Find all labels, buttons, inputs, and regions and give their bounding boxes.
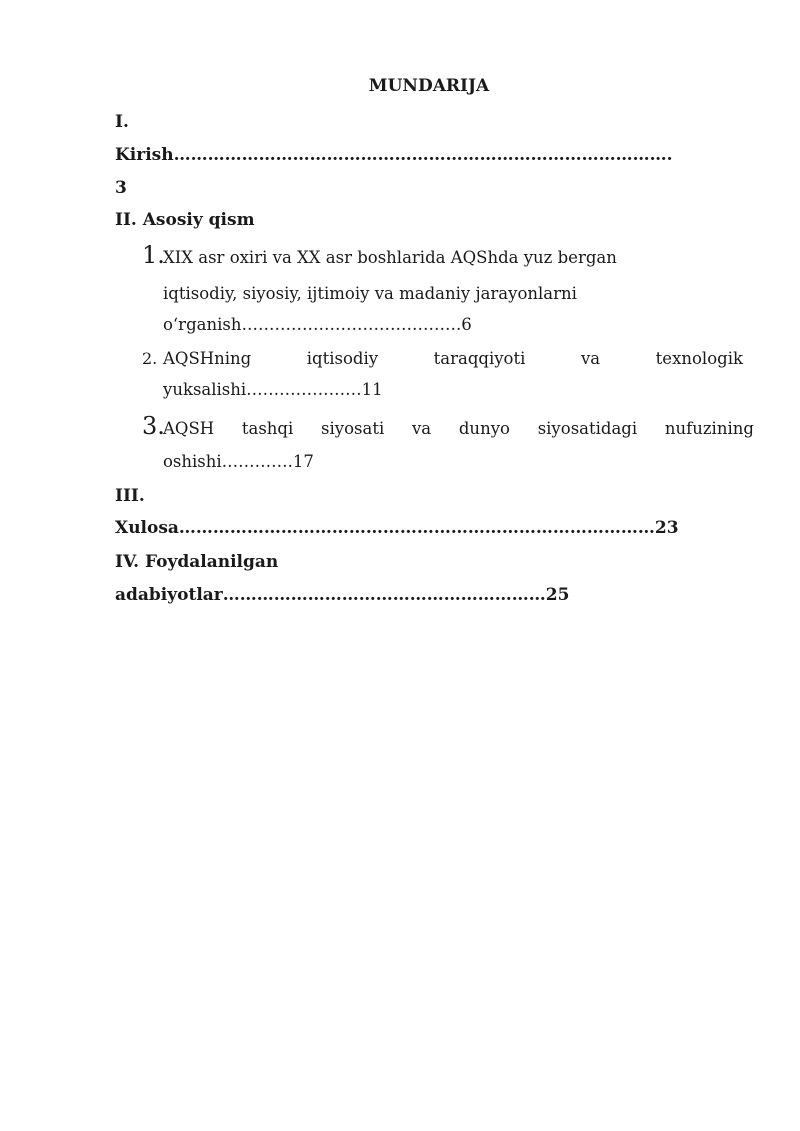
word: texnologik [655, 349, 743, 368]
section-1-numeral: I. [115, 112, 129, 132]
toc-item-3-line2: oshishi………….17 [163, 452, 314, 471]
section-4-heading: IV. Foydalanilgan [115, 552, 279, 572]
list-number: 3. [142, 412, 165, 440]
toc-item-2-line2: yuksalishi…………………11 [163, 380, 383, 399]
word: AQSH [163, 419, 215, 438]
section-1-page: 3 [115, 178, 127, 198]
toc-item-3 [142, 412, 754, 440]
section-2-heading: II. Asosiy qism [115, 210, 255, 230]
word: tashqi [241, 419, 294, 438]
word: taraqqiyoti [433, 349, 526, 368]
list-number: 1. [142, 241, 165, 269]
toc-item-2 [142, 349, 743, 368]
section-1-entry: Kirish……………………………………………………………………………. [115, 145, 673, 165]
word: nufuzining [664, 419, 754, 438]
toc-item-1 [142, 241, 617, 269]
word: dunyo [458, 419, 510, 438]
word: AQSHning [163, 349, 252, 368]
toc-item-text: XIX asr oxiri va XX asr boshlarida AQShda yuz bergan [163, 248, 617, 267]
toc-title: MUNDARIJA [368, 76, 490, 96]
toc-item-1-line2: iqtisodiy, siyosiy, ijtimoiy va madaniy jarayonlarni [163, 284, 577, 303]
word: siyosati [321, 419, 385, 438]
word: va [580, 349, 601, 368]
word: va [411, 419, 432, 438]
list-number: 2. [142, 349, 158, 368]
word: siyosatidagi [537, 419, 638, 438]
word: iqtisodiy [306, 349, 379, 368]
section-3-entry: Xulosa…………………………………………………………………………23 [115, 518, 679, 538]
section-3-numeral: III. [115, 486, 145, 506]
toc-item-1-line3: o‘rganish………………………………….6 [163, 315, 472, 334]
section-4-entry: adabiyotlar…………………………………………………25 [115, 585, 570, 605]
